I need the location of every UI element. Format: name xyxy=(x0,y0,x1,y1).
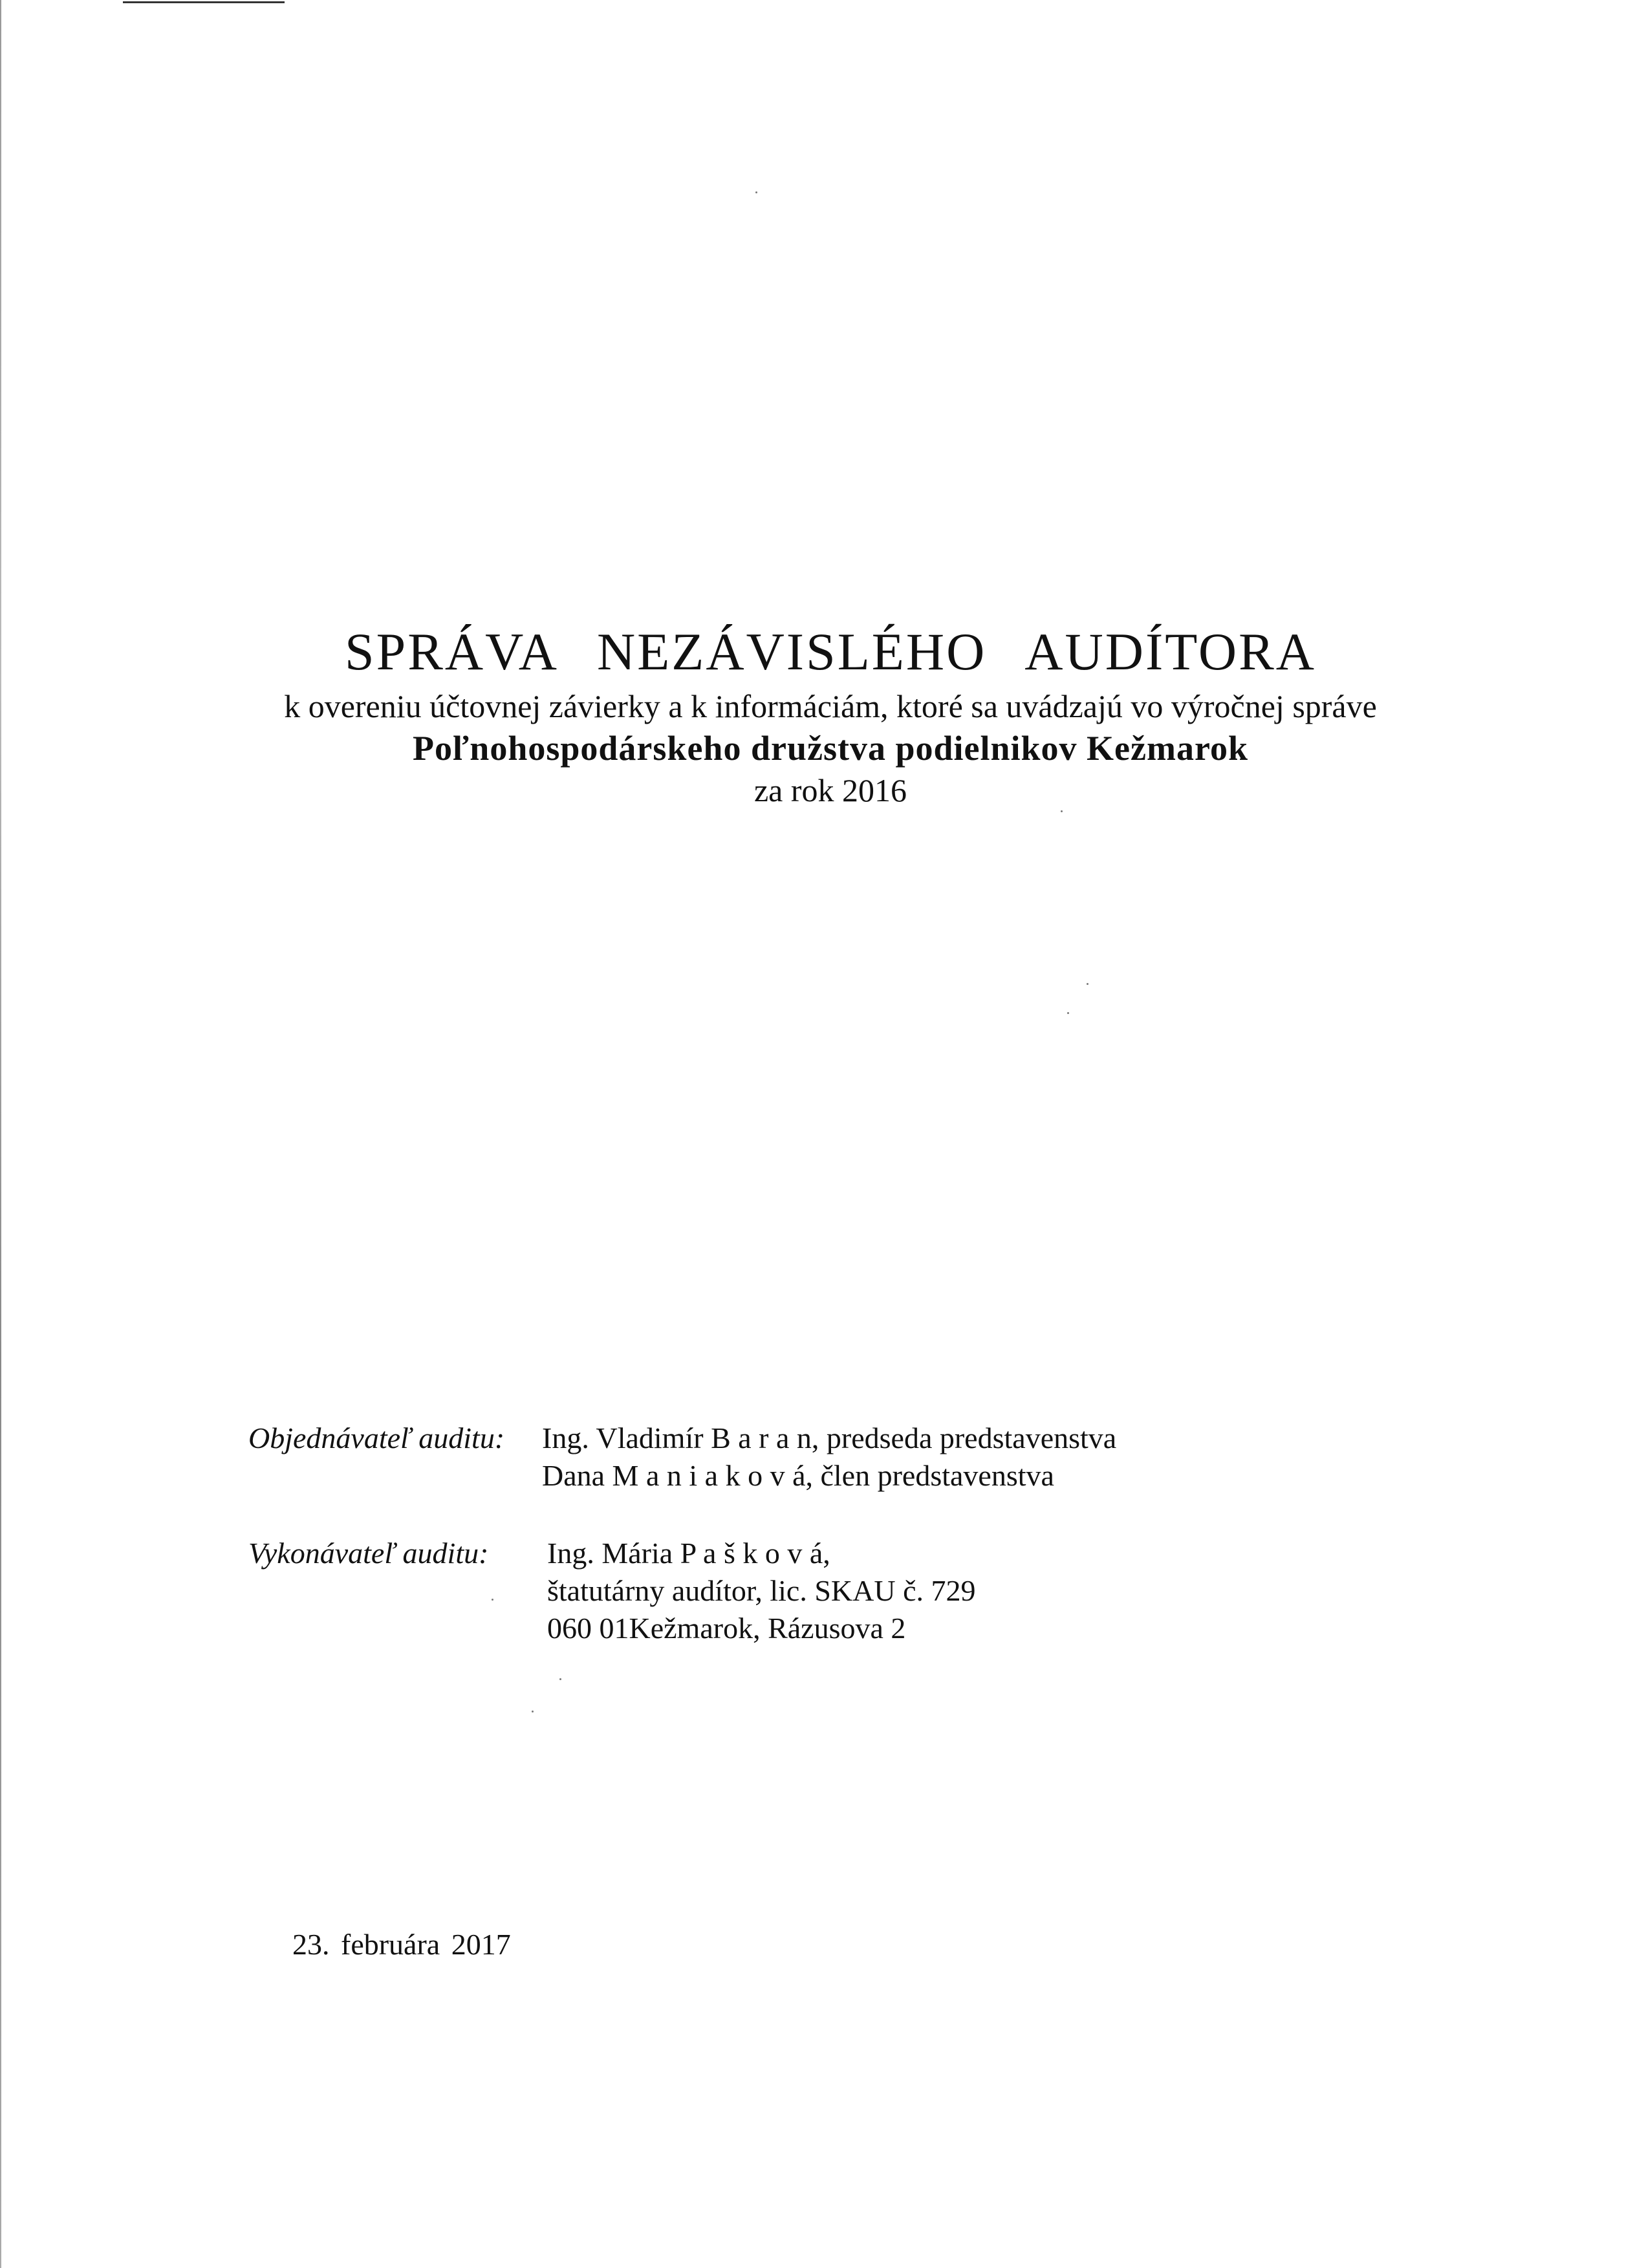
performer-label: Vykonávateľ auditu: xyxy=(248,1537,489,1570)
scan-speck xyxy=(559,1678,561,1680)
report-date: 23. februára 2017 xyxy=(292,1928,511,1961)
performer-details xyxy=(547,1535,976,1647)
scan-top-rule xyxy=(123,1,285,3)
company-name: Poľnohospodárskeho družstva podielnikov Kežmarok xyxy=(412,729,1248,768)
orderer-label: Objednávateľ auditu: xyxy=(248,1421,505,1454)
title-block xyxy=(0,621,1635,811)
performer-line: Ing. Mária P a š k o v á, xyxy=(547,1537,830,1570)
scan-left-edge xyxy=(0,0,1,2268)
scan-speck xyxy=(492,1599,493,1601)
performer-line: štatutárny audítor, lic. SKAU č. 729 xyxy=(547,1574,976,1607)
orderer-line: Dana M a n i a k o v á, člen predstavenstva xyxy=(542,1459,1054,1492)
orderer-details xyxy=(542,1420,1116,1495)
orderer-line: Ing. Vladimír B a r a n, predseda predstavenstva xyxy=(542,1421,1117,1454)
report-year: za rok 2016 xyxy=(753,772,907,808)
report-subtitle: k overeniu účtovnej závierky a k informáciám, ktoré sa uvádzajú vo výročnej správe xyxy=(284,688,1377,724)
scan-speck xyxy=(532,1711,534,1712)
scan-speck xyxy=(1067,1012,1069,1014)
performer-line: 060 01Kežmarok, Rázusova 2 xyxy=(547,1612,906,1645)
report-title: SPRÁVA NEZÁVISLÉHO AUDÍTORA xyxy=(345,622,1316,681)
scan-speck xyxy=(1087,983,1088,985)
scan-speck xyxy=(755,191,757,193)
